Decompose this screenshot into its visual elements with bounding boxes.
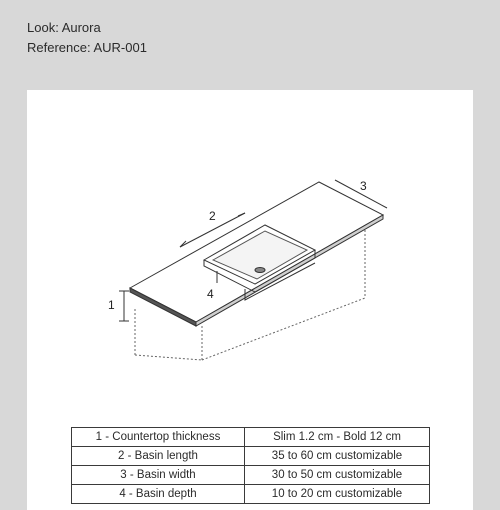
countertop-drawing <box>27 90 473 420</box>
dim-label-3: 3 <box>360 179 367 193</box>
spec-name: 3 - Basin width <box>72 466 245 485</box>
specs-table <box>71 427 430 504</box>
reference-label: Reference: AUR-001 <box>27 40 147 55</box>
dim-label-1: 1 <box>108 298 115 312</box>
spec-value: Slim 1.2 cm - Bold 12 cm <box>245 428 430 447</box>
spec-value: 35 to 60 cm customizable <box>245 447 430 466</box>
drawing-sheet <box>27 90 473 510</box>
drain <box>255 268 265 273</box>
spec-name: 1 - Countertop thickness <box>72 428 245 447</box>
table-row <box>72 485 430 504</box>
look-label: Look: Aurora <box>27 20 101 35</box>
spec-name: 4 - Basin depth <box>72 485 245 504</box>
spec-value: 30 to 50 cm customizable <box>245 466 430 485</box>
table-row <box>72 447 430 466</box>
table-row <box>72 466 430 485</box>
spec-value: 10 to 20 cm customizable <box>245 485 430 504</box>
table-row <box>72 428 430 447</box>
dim-label-4: 4 <box>207 287 214 301</box>
header-meta <box>27 18 147 58</box>
dim-label-2: 2 <box>209 209 216 223</box>
spec-name: 2 - Basin length <box>72 447 245 466</box>
